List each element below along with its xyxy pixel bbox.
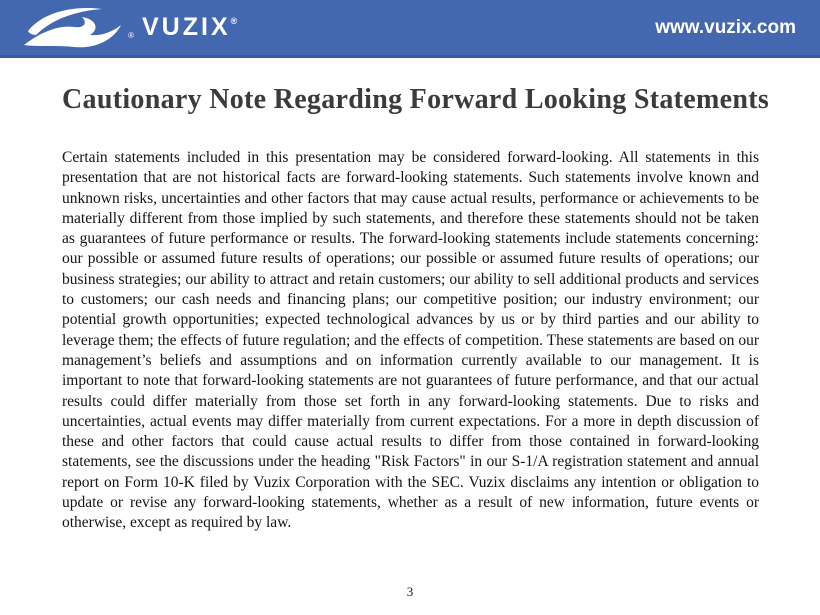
- vuzix-logo: [22, 4, 134, 52]
- page-number: 3: [406, 584, 414, 599]
- wordmark-text: VUZIX: [142, 13, 231, 41]
- vuzix-swoosh-icon: [22, 4, 126, 52]
- slide-title: Cautionary Note Regarding Forward Looking Statements: [62, 84, 770, 115]
- header-bar: [0, 0, 820, 58]
- vuzix-wordmark: [142, 13, 237, 42]
- logo-registered-mark: ®: [128, 30, 134, 40]
- disclaimer-paragraph: Certain statements included in this presentation may be considered forward-looking. All statements in this presentation that are not historical facts are forward-looking statements. Such statements involve known and unknown risks, uncertainties and other factors that may cause actual results, performance or achievements to be materially different from those implied by such statements, and therefore these statements should not be taken as guarantees of future performance or results. The forward-looking statements include statements concerning: our possible or assumed future results of operations; our possible or assumed future results of operations; our business strategies; our ability to attract and retain customers; our ability to sell additional products and services to customers; our cash needs and financing plans; our competitive position; our industry environment; our potential growth opportunities; expected technological advances by us or by third parties and our ability to leverage them; the effects of future regulation; and the effects of competition. These statements are based on our management’s beliefs and assumptions and on information currently available to our management. It is important to note that forward-looking statements are not guarantees of future performance, and that our actual results could differ materially from those set forth in any forward-looking statements. Due to risks and uncertainties, actual events may differ materially from current expectations. For a more in depth discussion of these and other factors that could cause actual results to differ from those contained in forward-looking statements, see the discussions under the heading "Risk Factors" in our S-1/A registration statement and annual report on Form 10-K filed by Vuzix Corporation with the SEC. Vuzix disclaims any intention or obligation to update or revise any forward-looking statements, whether as a result of new information, future events or otherwise, except as required by law.: [62, 149, 759, 532]
- wordmark-registered-mark: ®: [230, 16, 238, 26]
- website-url: www.vuzix.com: [655, 16, 796, 38]
